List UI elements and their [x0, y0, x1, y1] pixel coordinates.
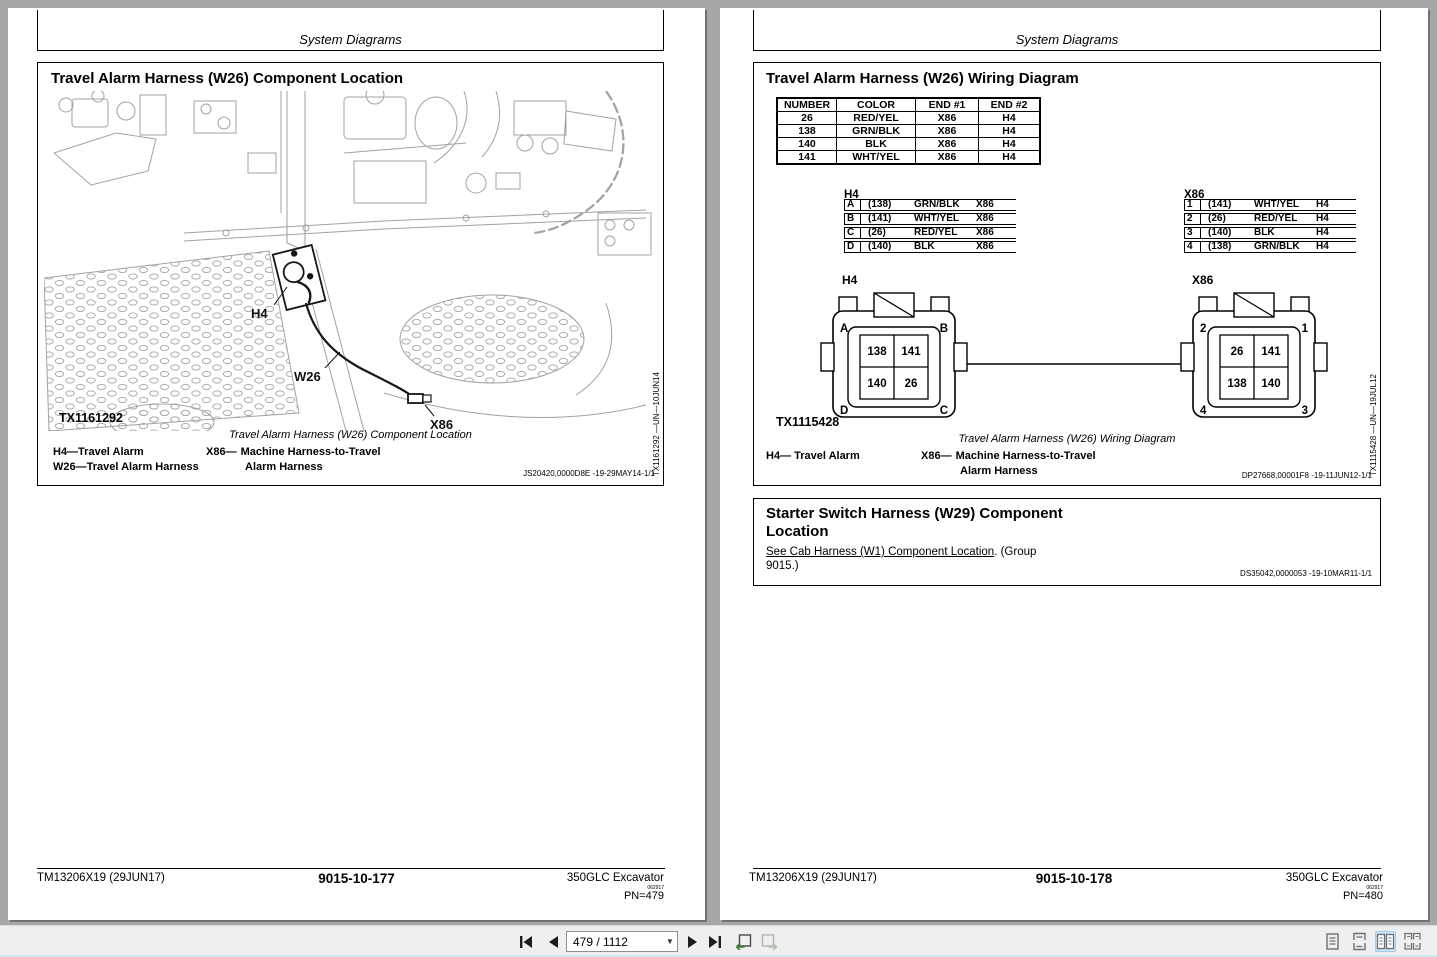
page-number-combobox[interactable]	[566, 931, 678, 952]
legend-item: H4—Travel Alarm	[53, 446, 144, 458]
h4-corner-a: A	[840, 323, 849, 335]
cab-harness-link[interactable]: See Cab Harness (W1) Component Location	[766, 546, 995, 558]
doc-code: DS35042,0000053 -19-10MAR11-1/1	[1240, 569, 1372, 578]
two-page-view-icon	[1376, 932, 1395, 951]
footer-rule	[753, 868, 1381, 869]
h4-pin-table	[844, 197, 1016, 255]
connector-diagram	[819, 287, 1331, 429]
footer-pn: PN=480	[1342, 890, 1383, 902]
callout-w26: W26	[294, 369, 321, 384]
footer-print-date: 062917	[647, 885, 664, 891]
figure-side-text: TX1115428 —UN—19JUL12	[1369, 374, 1378, 476]
figure-id: TX1115428	[776, 415, 840, 429]
pin-row: 3 (140) BLK H4	[1184, 227, 1356, 239]
section-title: Travel Alarm Harness (W26) Component Location	[51, 70, 404, 87]
x86-corner-2: 2	[1200, 323, 1207, 335]
footer-print-date: 062917	[1366, 885, 1383, 891]
h4-cell: 26	[904, 378, 918, 390]
h4-cell: 141	[901, 346, 921, 358]
h4-corner-d: D	[840, 405, 849, 417]
callout-x86: X86	[430, 417, 454, 431]
pin-row: 2 (26) RED/YEL H4	[1184, 213, 1356, 225]
h4-connector-label: H4	[842, 273, 858, 287]
wire-table-row: 140 BLK X86 H4	[777, 138, 1040, 151]
footer-pn: PN=479	[623, 890, 664, 902]
footer-manual-id: TM13206X19 (29JUN17)	[37, 872, 165, 884]
two-page-continuous-view-icon	[1403, 932, 1422, 951]
footer-model: 350GLC Excavator	[1285, 872, 1383, 884]
h4-pin-table-label: H4	[844, 189, 859, 201]
next-view-icon	[761, 934, 778, 950]
legend-item: W26—Travel Alarm Harness	[53, 461, 199, 473]
wire-table-header-row: NUMBER COLOR END #1 END #2	[777, 98, 1040, 112]
x86-cell: 26	[1230, 346, 1244, 358]
next-page-icon	[687, 936, 698, 948]
legend-column-2	[921, 449, 1096, 479]
running-header-title: System Diagrams	[299, 32, 402, 47]
figure-caption: Travel Alarm Harness (W26) Wiring Diagram	[958, 433, 1176, 445]
footer-manual-id: TM13206X19 (29JUN17)	[749, 872, 877, 884]
last-page-icon	[708, 936, 722, 948]
wire-table-row: 26 RED/YEL X86 H4	[777, 112, 1040, 125]
legend-column-2	[206, 445, 381, 475]
pin-row: D (140) BLK X86	[844, 241, 1016, 253]
last-page-button[interactable]	[704, 931, 726, 952]
wire-table-row: 141 WHT/YEL X86 H4	[777, 151, 1040, 165]
h4-corner-c: C	[939, 405, 948, 417]
component-location-illustration	[44, 91, 656, 431]
running-header	[753, 10, 1381, 51]
legend-item: X86— Machine Harness-to-Travel	[921, 450, 1096, 462]
section-title: Starter Switch Harness (W29) Component Location	[766, 505, 1063, 540]
figure-id: TX1161292	[59, 411, 123, 425]
x86-pin-table-label: X86	[1184, 189, 1205, 201]
single-page-view-button[interactable]	[1322, 931, 1343, 952]
previous-page-icon	[548, 936, 559, 948]
x86-cell: 138	[1227, 378, 1247, 390]
manual-page-left	[8, 8, 705, 920]
callout-h4: H4	[251, 306, 268, 321]
legend-item: H4— Travel Alarm	[766, 450, 860, 462]
wire-table-row: 138 GRN/BLK X86 H4	[777, 125, 1040, 138]
legend-column-1	[766, 449, 860, 464]
x86-cell: 140	[1261, 378, 1281, 390]
first-page-button[interactable]	[515, 931, 537, 952]
legend-item: X86— Machine Harness-to-Travel	[206, 446, 381, 458]
x86-connector-drawing	[1181, 293, 1327, 417]
section-title: Travel Alarm Harness (W26) Wiring Diagram	[766, 70, 1079, 87]
doc-code: JS20420,0000D8E -19-29MAY14-1/1	[523, 469, 655, 478]
page-number-input[interactable]	[567, 935, 663, 949]
starter-switch-section	[753, 498, 1381, 586]
x86-cell: 141	[1261, 346, 1281, 358]
x86-corner-1: 1	[1301, 323, 1308, 335]
footer-page-code: 9015-10-177	[318, 871, 395, 886]
next-page-button[interactable]	[681, 931, 703, 952]
machine-background-linework	[44, 91, 651, 431]
previous-page-button[interactable]	[542, 931, 564, 952]
pin-row: 4 (138) GRN/BLK H4	[1184, 241, 1356, 253]
two-page-continuous-view-button[interactable]	[1402, 931, 1423, 952]
running-header-title: System Diagrams	[1015, 32, 1119, 47]
pin-row: B (141) WHT/YEL X86	[844, 213, 1016, 225]
legend-item-continued: Alarm Harness	[960, 465, 1038, 477]
legend-item-continued: Alarm Harness	[245, 461, 323, 473]
single-page-view-icon	[1323, 932, 1342, 951]
h4-connector-drawing	[821, 293, 967, 417]
legend-column-1	[53, 445, 199, 475]
viewer-toolbar	[0, 925, 1437, 957]
next-view-button[interactable]	[758, 931, 780, 952]
h4-cell: 138	[867, 346, 887, 358]
component-location-section	[37, 62, 664, 486]
first-page-icon	[519, 936, 533, 948]
running-header	[37, 10, 664, 51]
two-page-view-button[interactable]	[1375, 931, 1396, 952]
x86-pin-table	[1184, 197, 1356, 255]
doc-code: DP27668,00001F8 -19-11JUN12-1/1	[1241, 471, 1372, 480]
manual-page-right	[720, 8, 1428, 920]
previous-view-icon	[735, 934, 752, 950]
combobox-dropdown-icon[interactable]: ▼	[666, 937, 674, 946]
previous-view-button[interactable]	[732, 931, 754, 952]
figure-side-text: TX1161292 —UN—10JUN14	[652, 372, 661, 476]
figure-caption: Travel Alarm Harness (W26) Component Location	[229, 429, 472, 441]
wire-table	[776, 97, 1041, 165]
x86-connector-label: X86	[1192, 273, 1214, 287]
h4-corner-b: B	[939, 323, 948, 335]
pin-row: A (138) GRN/BLK X86	[844, 199, 1016, 211]
footer-model: 350GLC Excavator	[566, 872, 664, 884]
h4-cell: 140	[867, 378, 887, 390]
footer-rule	[37, 868, 665, 869]
wiring-diagram-section	[753, 62, 1381, 486]
x86-corner-4: 4	[1200, 405, 1207, 417]
x86-corner-3: 3	[1301, 405, 1308, 417]
footer-page-code: 9015-10-178	[1035, 871, 1113, 886]
pin-row: 1 (141) WHT/YEL H4	[1184, 199, 1356, 211]
pin-row: C (26) RED/YEL X86	[844, 227, 1016, 239]
cross-reference-text: See Cab Harness (W1) Component Location. (Group 9015.)	[766, 546, 1037, 572]
continuous-view-button[interactable]	[1349, 931, 1370, 952]
continuous-view-icon	[1350, 932, 1369, 951]
